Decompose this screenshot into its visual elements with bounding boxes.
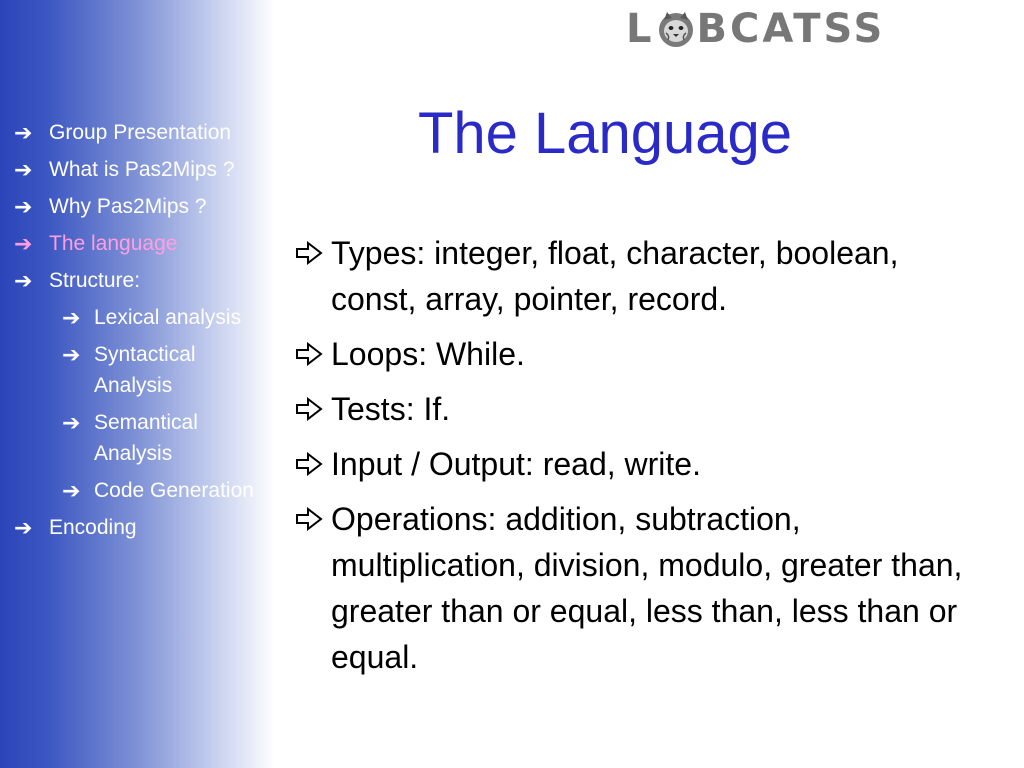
- bullet-item: [292, 441, 992, 487]
- sidebar-nav: [0, 117, 270, 549]
- bullet-item: [292, 230, 992, 322]
- bullet-item: [292, 331, 992, 377]
- nav-item-code-generation[interactable]: [0, 475, 270, 506]
- slide-title: The Language: [417, 101, 793, 166]
- sidebar: [0, 0, 275, 768]
- bullet-item: [292, 386, 992, 432]
- bullet-text: Tests: If.: [331, 391, 451, 427]
- bullet-list: [292, 230, 992, 689]
- outline-arrow-icon: [295, 241, 323, 265]
- nav-item-why-pas2mips[interactable]: [0, 191, 270, 222]
- nav-item-syntactical-analysis[interactable]: [0, 339, 270, 401]
- nav-item-label: What is Pas2Mips ?: [49, 158, 235, 181]
- arrow-right-icon: ➔: [62, 478, 81, 503]
- arrow-right-icon: ➔: [14, 157, 33, 182]
- arrow-right-icon: ➔: [14, 194, 33, 219]
- outline-arrow-icon: [295, 452, 323, 476]
- logo-text-start: L: [626, 6, 655, 52]
- nav-item-label: The language: [49, 232, 178, 255]
- outline-arrow-icon: [295, 342, 323, 366]
- nav-item-group-presentation[interactable]: [0, 117, 270, 148]
- nav-item-the-language[interactable]: [0, 228, 270, 259]
- nav-item-label: Code Generation: [94, 479, 254, 502]
- nav-item-semantical-analysis[interactable]: [0, 407, 270, 469]
- nav-item-label: Group Presentation: [49, 121, 232, 144]
- nav-item-label: Structure:: [49, 269, 141, 292]
- bullet-text: Operations: addition, subtraction, multiplication, division, modulo, greater than, greater than or equal, less than, less than or equal.: [331, 501, 963, 675]
- nav-item-structure[interactable]: [0, 265, 270, 296]
- bullet-item: [292, 496, 992, 680]
- arrow-right-icon: ➔: [62, 410, 81, 435]
- arrow-right-icon: ➔: [62, 342, 81, 367]
- arrow-right-icon: ➔: [62, 305, 81, 330]
- nav-item-lexical-analysis[interactable]: [0, 302, 270, 333]
- nav-item-label: Lexical analysis: [94, 306, 242, 329]
- logo: [626, 8, 885, 50]
- nav-item-label: Semantical Analysis: [94, 411, 198, 465]
- arrow-right-icon: ➔: [14, 515, 33, 540]
- logo-text-end: BCATSS: [696, 6, 886, 52]
- nav-item-what-is-pas2mips[interactable]: [0, 154, 270, 185]
- arrow-right-icon: ➔: [14, 120, 33, 145]
- nav-item-encoding[interactable]: [0, 512, 270, 543]
- outline-arrow-icon: [295, 507, 323, 531]
- bullet-text: Types: integer, float, character, boolean, const, array, pointer, record.: [331, 235, 899, 317]
- arrow-right-icon: ➔: [14, 231, 33, 256]
- nav-item-label: Encoding: [49, 516, 137, 539]
- bullet-text: Loops: While.: [331, 336, 525, 372]
- nav-item-label: Syntactical Analysis: [94, 343, 196, 397]
- outline-arrow-icon: [295, 397, 323, 421]
- lynx-cat-icon: [656, 9, 696, 49]
- bullet-text: Input / Output: read, write.: [331, 446, 701, 482]
- arrow-right-icon: ➔: [14, 268, 33, 293]
- nav-item-label: Why Pas2Mips ?: [49, 195, 207, 218]
